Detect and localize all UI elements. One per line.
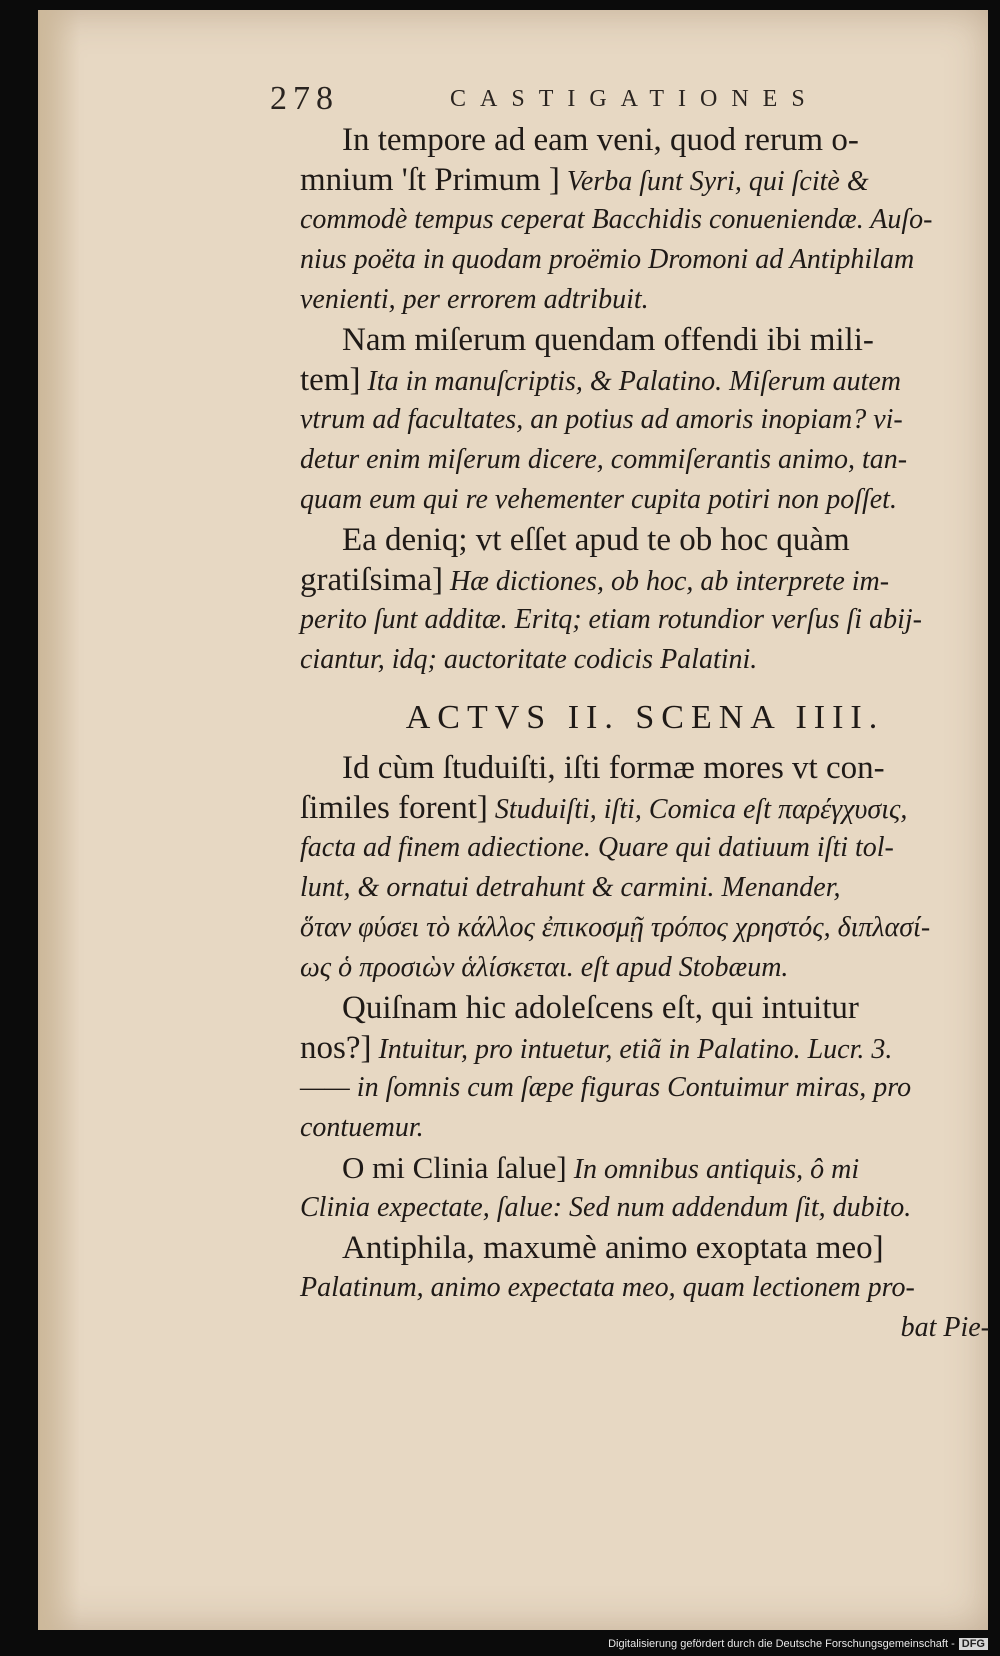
page-header (270, 80, 930, 120)
comment-line: commodè tempus ceperat Bacchidis conueniendæ. Auſo- (300, 204, 933, 235)
greek-quote-line: ως ὁ προσιὼν ἁλίσκεται. eſt apud Stobæum. (300, 952, 789, 983)
lemma-text: O mi Clinia ſalue] (342, 1150, 567, 1185)
text-line (300, 1028, 990, 1068)
lemma-line: Id cùm ſtuduiſti, iſti formæ mores vt con- (342, 750, 885, 786)
comment-line: lunt, & ornatui detrahunt & carmini. Menander, (300, 872, 841, 903)
comment-line: —— in ſomnis cum ſæpe figuras Contuimur miras, pro (300, 1072, 912, 1103)
comment-line: perito ſunt additæ. Eritq; etiam rotundior verſus ſi abij- (300, 604, 922, 635)
running-title: CASTIGATIONES (450, 86, 819, 112)
text-line (300, 160, 990, 200)
comment-text: Ita in manuſcriptis, & Palatino. Miſerum autem (367, 366, 902, 397)
lemma-line: Quiſnam hic adoleſcens eſt, qui intuitur (342, 990, 859, 1026)
book-page (38, 10, 988, 1630)
comment-line: Palatinum, animo expectata meo, quam lectionem pro- (300, 1272, 915, 1303)
text-line (300, 360, 990, 400)
comment-line: vtrum ad facultates, an potius ad amoris inopiam? vi- (300, 404, 903, 435)
act-heading: ACTVS II. SCENA IIII. (405, 699, 885, 736)
comment-line: detur enim miſerum dicere, commiſerantis animo, tan- (300, 444, 908, 475)
page-fold-shadow (40, 10, 80, 1630)
lemma-line: Nam miſerum quendam offendi ibi mili- (342, 322, 874, 358)
text-line (300, 560, 990, 600)
comment-line: venienti, per errorem adtribuit. (300, 284, 649, 315)
digitization-credit (608, 1638, 988, 1650)
page-number: 278 (270, 80, 339, 117)
comment-line: contuemur. (300, 1112, 424, 1143)
lemma-text: mnium 'ſt Primum ] (300, 162, 560, 198)
comment-text: Intuitur, pro intuetur, etiã in Palatino. Lucr. 3. (378, 1034, 893, 1065)
comment-line: ciantur, idq; auctoritate codicis Palatini. (300, 644, 758, 675)
greek-quote-line: ὅταν φύσει τὸ κάλλος ἐπικοσμῇ τρόπος χρηστός, διπλασί- (300, 912, 931, 943)
comment-line: nius poëta in quodam proëmio Dromoni ad Antiphilam (300, 244, 915, 275)
text-line (300, 1148, 990, 1188)
comment-text: Studuiſti, iſti, Comica eſt παρέγχυσις, (494, 794, 908, 825)
catchword-line: bat Pie- (900, 1312, 990, 1343)
comment-line: facta ad finem adiectione. Quare qui datiuum iſti tol- (300, 832, 894, 863)
text-line (300, 788, 990, 828)
lemma-text: gratiſsima] (300, 562, 443, 598)
lemma-text: nos?] (300, 1030, 372, 1066)
dfg-logo: DFG (959, 1638, 988, 1650)
lemma-line: Antiphila, maxumè animo exoptata meo] (342, 1230, 884, 1266)
lemma-line: In tempore ad eam veni, quod rerum o- (342, 122, 859, 158)
credit-text: Digitalisierung gefördert durch die Deutsche Forschungsgemeinschaft - (608, 1638, 955, 1650)
comment-text: Verba ſunt Syri, qui ſcitè & (566, 166, 869, 197)
page-text (300, 120, 990, 1348)
comment-text: Hæ dictiones, ob hoc, ab interprete im- (449, 566, 890, 597)
comment-text: In omnibus antiquis, ô mi (573, 1154, 860, 1185)
lemma-text: tem] (300, 362, 361, 398)
lemma-text: ſimiles forent] (300, 790, 488, 826)
lemma-line: Ea deniq; vt eſſet apud te ob hoc quàm (342, 522, 850, 558)
comment-line: Clinia expectate, ſalue: Sed num addendum ſit, dubito. (300, 1192, 912, 1223)
comment-line: quam eum qui re vehementer cupita potiri non poſſet. (300, 484, 897, 515)
